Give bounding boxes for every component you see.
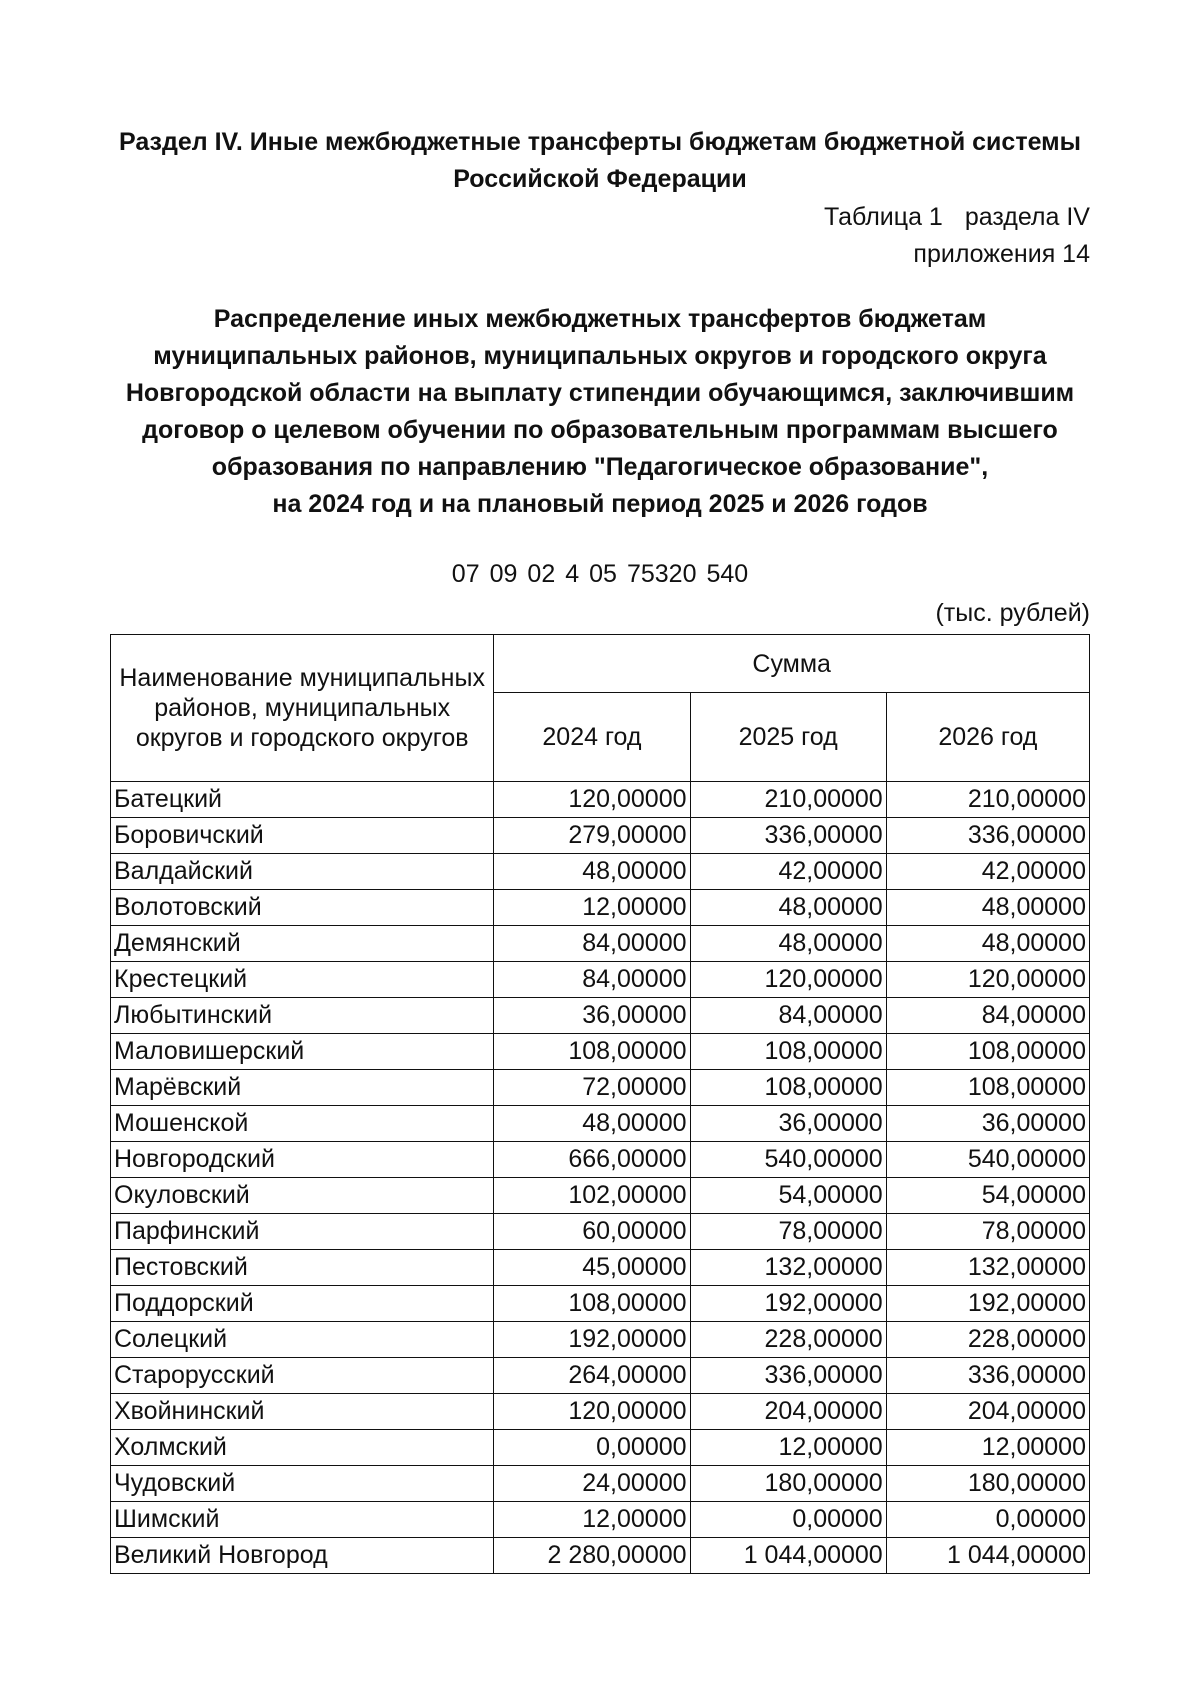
- value-2024-cell: 24,00000: [494, 1466, 690, 1502]
- value-2025-cell: 108,00000: [690, 1070, 886, 1106]
- table-row: [111, 1430, 1090, 1466]
- value-2025-cell: 12,00000: [690, 1430, 886, 1466]
- value-2026-cell: 120,00000: [886, 962, 1089, 998]
- municipality-cell: Пестовский: [111, 1250, 494, 1286]
- municipality-cell: Чудовский: [111, 1466, 494, 1502]
- municipality-cell: Мошенской: [111, 1106, 494, 1142]
- value-2026-cell: 48,00000: [886, 890, 1089, 926]
- value-2025-cell: 78,00000: [690, 1214, 886, 1250]
- code-part: 540: [706, 560, 749, 588]
- value-2024-cell: 2 280,00000: [494, 1538, 690, 1574]
- municipality-cell: Валдайский: [111, 854, 494, 890]
- municipality-cell: Поддорский: [111, 1286, 494, 1322]
- table-row: [111, 854, 1090, 890]
- header-year-2025: 2025 год: [690, 693, 886, 782]
- value-2024-cell: 666,00000: [494, 1142, 690, 1178]
- table-row: [111, 782, 1090, 818]
- value-2025-cell: 42,00000: [690, 854, 886, 890]
- table-row: [111, 890, 1090, 926]
- distribution-title: [100, 301, 1100, 523]
- value-2026-cell: 48,00000: [886, 926, 1089, 962]
- value-2026-cell: 336,00000: [886, 818, 1089, 854]
- municipality-cell: Новгородский: [111, 1142, 494, 1178]
- table-row: [111, 1286, 1090, 1322]
- value-2025-cell: 48,00000: [690, 926, 886, 962]
- municipality-cell: Солецкий: [111, 1322, 494, 1358]
- municipality-cell: Демянский: [111, 926, 494, 962]
- value-2025-cell: 1 044,00000: [690, 1538, 886, 1574]
- appendix-number: приложения 14: [913, 240, 1090, 268]
- transfers-table: [110, 634, 1090, 1574]
- distribution-title-line: Распределение иных межбюджетных трансфертов бюджетам: [213, 305, 987, 333]
- distribution-title-line: на 2024 год и на плановый период 2025 и 2026 годов: [272, 490, 928, 518]
- header-municipality: Наименование муниципальных районов, муниципальных округов и городского округов: [111, 635, 494, 782]
- table-row: [111, 1502, 1090, 1538]
- municipality-cell: Боровичский: [111, 818, 494, 854]
- value-2025-cell: 48,00000: [690, 890, 886, 926]
- value-2026-cell: 0,00000: [886, 1502, 1089, 1538]
- value-2025-cell: 540,00000: [690, 1142, 886, 1178]
- value-2025-cell: 210,00000: [690, 782, 886, 818]
- value-2024-cell: 84,00000: [494, 962, 690, 998]
- value-2026-cell: 12,00000: [886, 1430, 1089, 1466]
- value-2024-cell: 48,00000: [494, 1106, 690, 1142]
- value-2024-cell: 12,00000: [494, 890, 690, 926]
- value-2025-cell: 192,00000: [690, 1286, 886, 1322]
- section-title-line: Раздел IV. Иные межбюджетные трансферты бюджетам бюджетной системы: [118, 128, 1081, 156]
- distribution-title-line: муниципальных районов, муниципальных округов и городского округа: [153, 342, 1047, 370]
- municipality-cell: Старорусский: [111, 1358, 494, 1394]
- value-2026-cell: 228,00000: [886, 1322, 1089, 1358]
- municipality-cell: Окуловский: [111, 1178, 494, 1214]
- value-2024-cell: 108,00000: [494, 1286, 690, 1322]
- value-2024-cell: 84,00000: [494, 926, 690, 962]
- table-row: [111, 1070, 1090, 1106]
- value-2024-cell: 45,00000: [494, 1250, 690, 1286]
- value-2026-cell: 78,00000: [886, 1214, 1089, 1250]
- table-row: [111, 1538, 1090, 1574]
- value-2025-cell: 84,00000: [690, 998, 886, 1034]
- municipality-cell: Крестецкий: [111, 962, 494, 998]
- code-part: 05: [589, 560, 617, 588]
- value-2024-cell: 72,00000: [494, 1070, 690, 1106]
- municipality-cell: Холмский: [111, 1430, 494, 1466]
- budget-classification-code: [0, 558, 1200, 590]
- table-row: [111, 1214, 1090, 1250]
- table-row: [111, 1178, 1090, 1214]
- table-reference: [824, 199, 1090, 273]
- units-label: (тыс. рублей): [935, 599, 1090, 627]
- table-row: [111, 1106, 1090, 1142]
- code-part: 09: [489, 560, 518, 588]
- value-2026-cell: 54,00000: [886, 1178, 1089, 1214]
- value-2024-cell: 108,00000: [494, 1034, 690, 1070]
- value-2025-cell: 132,00000: [690, 1250, 886, 1286]
- municipality-cell: Батецкий: [111, 782, 494, 818]
- section-title-line: Российской Федерации: [453, 165, 747, 193]
- value-2025-cell: 204,00000: [690, 1394, 886, 1430]
- code-part: 02: [527, 560, 556, 588]
- table-header-row: [111, 635, 1090, 693]
- value-2024-cell: 264,00000: [494, 1358, 690, 1394]
- municipality-cell: Любытинский: [111, 998, 494, 1034]
- value-2025-cell: 36,00000: [690, 1106, 886, 1142]
- header-year-2024: 2024 год: [494, 693, 690, 782]
- value-2025-cell: 120,00000: [690, 962, 886, 998]
- table-row: [111, 1358, 1090, 1394]
- table-row: [111, 998, 1090, 1034]
- value-2024-cell: 12,00000: [494, 1502, 690, 1538]
- value-2024-cell: 36,00000: [494, 998, 690, 1034]
- value-2024-cell: 192,00000: [494, 1322, 690, 1358]
- table-row: [111, 1250, 1090, 1286]
- table-row: [111, 818, 1090, 854]
- value-2025-cell: 228,00000: [690, 1322, 886, 1358]
- section-title: [100, 124, 1100, 198]
- value-2026-cell: 336,00000: [886, 1358, 1089, 1394]
- value-2026-cell: 192,00000: [886, 1286, 1089, 1322]
- value-2026-cell: 36,00000: [886, 1106, 1089, 1142]
- table-row: [111, 926, 1090, 962]
- municipality-cell: Волотовский: [111, 890, 494, 926]
- value-2026-cell: 1 044,00000: [886, 1538, 1089, 1574]
- value-2026-cell: 132,00000: [886, 1250, 1089, 1286]
- table-row: [111, 1466, 1090, 1502]
- municipality-cell: Марёвский: [111, 1070, 494, 1106]
- table-row: [111, 1034, 1090, 1070]
- value-2024-cell: 279,00000: [494, 818, 690, 854]
- code-part: 75320: [626, 560, 697, 588]
- value-2026-cell: 42,00000: [886, 854, 1089, 890]
- value-2025-cell: 336,00000: [690, 818, 886, 854]
- value-2024-cell: 48,00000: [494, 854, 690, 890]
- table-number: Таблица 1: [823, 203, 943, 231]
- value-2025-cell: 180,00000: [690, 1466, 886, 1502]
- code-part: 4: [565, 560, 580, 588]
- header-sum: Сумма: [494, 635, 1090, 693]
- table-row: [111, 1394, 1090, 1430]
- table-row: [111, 962, 1090, 998]
- value-2026-cell: 84,00000: [886, 998, 1089, 1034]
- municipality-cell: Великий Новгород: [111, 1538, 494, 1574]
- municipality-cell: Хвойнинский: [111, 1394, 494, 1430]
- value-2025-cell: 54,00000: [690, 1178, 886, 1214]
- value-2025-cell: 0,00000: [690, 1502, 886, 1538]
- value-2026-cell: 108,00000: [886, 1034, 1089, 1070]
- value-2024-cell: 0,00000: [494, 1430, 690, 1466]
- value-2025-cell: 336,00000: [690, 1358, 886, 1394]
- code-part: 07: [451, 560, 480, 588]
- value-2026-cell: 180,00000: [886, 1466, 1089, 1502]
- distribution-title-line: Новгородской области на выплату стипендии обучающимся, заключившим: [125, 379, 1075, 407]
- table-row: [111, 1142, 1090, 1178]
- value-2026-cell: 204,00000: [886, 1394, 1089, 1430]
- distribution-title-line: образования по направлению "Педагогическое образование",: [211, 453, 989, 481]
- municipality-cell: Шимский: [111, 1502, 494, 1538]
- section-number: раздела IV: [964, 203, 1090, 231]
- table-body: [111, 782, 1090, 1574]
- value-2026-cell: 108,00000: [886, 1070, 1089, 1106]
- value-2024-cell: 120,00000: [494, 1394, 690, 1430]
- municipality-cell: Маловишерский: [111, 1034, 494, 1070]
- value-2026-cell: 540,00000: [886, 1142, 1089, 1178]
- value-2025-cell: 108,00000: [690, 1034, 886, 1070]
- value-2024-cell: 102,00000: [494, 1178, 690, 1214]
- value-2024-cell: 60,00000: [494, 1214, 690, 1250]
- municipality-cell: Парфинский: [111, 1214, 494, 1250]
- distribution-title-line: договор о целевом обучении по образовательным программам высшего: [142, 416, 1058, 444]
- header-year-2026: 2026 год: [886, 693, 1089, 782]
- value-2024-cell: 120,00000: [494, 782, 690, 818]
- value-2026-cell: 210,00000: [886, 782, 1089, 818]
- table-row: [111, 1322, 1090, 1358]
